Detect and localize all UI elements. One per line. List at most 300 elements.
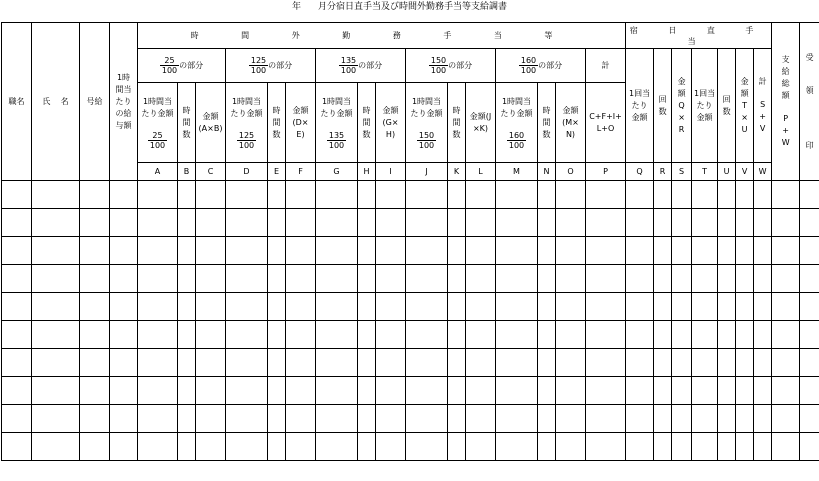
table-cell[interactable] <box>672 237 692 265</box>
table-cell[interactable] <box>2 349 32 377</box>
table-cell[interactable] <box>196 349 226 377</box>
table-cell[interactable] <box>556 321 586 349</box>
table-cell[interactable] <box>672 349 692 377</box>
table-cell[interactable] <box>178 209 196 237</box>
table-cell[interactable] <box>736 181 754 209</box>
table-cell[interactable] <box>466 321 496 349</box>
table-cell[interactable] <box>376 349 406 377</box>
table-cell[interactable] <box>692 405 718 433</box>
table-cell[interactable] <box>626 265 654 293</box>
table-cell[interactable] <box>286 321 316 349</box>
table-cell[interactable] <box>736 433 754 461</box>
table-cell[interactable] <box>586 237 626 265</box>
table-cell[interactable] <box>406 321 448 349</box>
document-title <box>0 0 819 20</box>
table-cell[interactable] <box>772 237 800 265</box>
table-cell[interactable] <box>196 209 226 237</box>
table-cell[interactable] <box>654 209 672 237</box>
table-cell[interactable] <box>556 349 586 377</box>
table-cell[interactable] <box>80 377 110 405</box>
column-letter: W <box>754 163 772 181</box>
table-cell[interactable] <box>316 377 358 405</box>
table-cell[interactable] <box>586 377 626 405</box>
table-cell[interactable] <box>736 405 754 433</box>
table-cell[interactable] <box>316 181 358 209</box>
table-cell[interactable] <box>448 265 466 293</box>
table-cell[interactable] <box>672 265 692 293</box>
table-cell[interactable] <box>286 181 316 209</box>
table-cell[interactable] <box>772 377 800 405</box>
table-cell[interactable] <box>268 321 286 349</box>
table-cell[interactable] <box>538 377 556 405</box>
table-cell[interactable] <box>736 209 754 237</box>
table-cell[interactable] <box>32 237 80 265</box>
table-cell[interactable] <box>196 293 226 321</box>
table-cell[interactable] <box>2 265 32 293</box>
table-cell[interactable] <box>2 433 32 461</box>
table-cell[interactable] <box>800 433 819 461</box>
table-cell[interactable] <box>80 433 110 461</box>
table-cell[interactable] <box>586 433 626 461</box>
table-cell[interactable] <box>226 209 268 237</box>
table-cell[interactable] <box>800 321 819 349</box>
table-cell[interactable] <box>226 433 268 461</box>
rate-group-150: $\frac{150}{100}$ の部分 <box>406 49 496 83</box>
table-cell[interactable] <box>626 209 654 237</box>
table-cell[interactable] <box>286 293 316 321</box>
table-cell[interactable] <box>286 349 316 377</box>
table-cell[interactable] <box>376 405 406 433</box>
table-cell[interactable] <box>672 181 692 209</box>
table-cell[interactable] <box>718 181 736 209</box>
table-cell[interactable] <box>772 349 800 377</box>
table-cell[interactable] <box>110 265 138 293</box>
table-cell[interactable] <box>2 209 32 237</box>
table-cell[interactable] <box>110 209 138 237</box>
table-cell[interactable] <box>672 209 692 237</box>
column-letter: D <box>226 163 268 181</box>
table-cell[interactable] <box>406 405 448 433</box>
table-cell[interactable] <box>2 405 32 433</box>
table-cell[interactable] <box>556 377 586 405</box>
table-cell[interactable] <box>800 405 819 433</box>
table-cell[interactable] <box>466 265 496 293</box>
table-cell[interactable] <box>138 349 178 377</box>
table-cell[interactable] <box>138 237 178 265</box>
table-cell[interactable] <box>196 265 226 293</box>
table-cell[interactable] <box>32 405 80 433</box>
table-cell[interactable] <box>80 265 110 293</box>
table-cell[interactable] <box>138 293 178 321</box>
table-cell[interactable] <box>226 237 268 265</box>
table-cell[interactable] <box>316 293 358 321</box>
table-cell[interactable] <box>80 405 110 433</box>
table-cell[interactable] <box>358 265 376 293</box>
table-cell[interactable] <box>268 237 286 265</box>
table-cell[interactable] <box>672 433 692 461</box>
table-cell[interactable] <box>110 237 138 265</box>
table-cell[interactable] <box>718 237 736 265</box>
table-cell[interactable] <box>654 405 672 433</box>
table-cell[interactable] <box>654 181 672 209</box>
table-cell[interactable] <box>754 349 772 377</box>
table-cell[interactable] <box>32 377 80 405</box>
table-cell[interactable] <box>178 405 196 433</box>
table-cell[interactable] <box>376 237 406 265</box>
table-cell[interactable] <box>496 349 538 377</box>
table-cell[interactable] <box>800 237 819 265</box>
table-cell[interactable] <box>654 349 672 377</box>
table-cell[interactable] <box>358 349 376 377</box>
table-cell[interactable] <box>226 181 268 209</box>
table-cell[interactable] <box>32 433 80 461</box>
table-cell[interactable] <box>672 321 692 349</box>
table-cell[interactable] <box>538 349 556 377</box>
table-cell[interactable] <box>376 377 406 405</box>
table-cell[interactable] <box>448 181 466 209</box>
table-cell[interactable] <box>772 405 800 433</box>
table-cell[interactable] <box>268 405 286 433</box>
table-cell[interactable] <box>268 265 286 293</box>
table-cell[interactable] <box>80 293 110 321</box>
table-cell[interactable] <box>316 349 358 377</box>
table-cell[interactable] <box>286 265 316 293</box>
table-cell[interactable] <box>754 181 772 209</box>
table-cell[interactable] <box>772 293 800 321</box>
table-cell[interactable] <box>800 293 819 321</box>
table-cell[interactable] <box>692 433 718 461</box>
table-cell[interactable] <box>772 321 800 349</box>
table-cell[interactable] <box>138 265 178 293</box>
table-cell[interactable] <box>268 377 286 405</box>
table-cell[interactable] <box>376 265 406 293</box>
table-cell[interactable] <box>138 405 178 433</box>
table-cell[interactable] <box>138 181 178 209</box>
table-cell[interactable] <box>226 349 268 377</box>
table-cell[interactable] <box>32 293 80 321</box>
table-cell[interactable] <box>754 237 772 265</box>
table-cell[interactable] <box>654 321 672 349</box>
table-cell[interactable] <box>376 209 406 237</box>
table-cell[interactable] <box>316 433 358 461</box>
table-cell[interactable] <box>406 265 448 293</box>
table-cell[interactable] <box>800 265 819 293</box>
table-cell[interactable] <box>692 349 718 377</box>
table-cell[interactable] <box>538 321 556 349</box>
table-cell[interactable] <box>110 405 138 433</box>
table-cell[interactable] <box>226 321 268 349</box>
table-cell[interactable] <box>800 181 819 209</box>
table-cell[interactable] <box>32 265 80 293</box>
table-cell[interactable] <box>586 405 626 433</box>
table-cell[interactable] <box>626 237 654 265</box>
table-cell[interactable] <box>316 209 358 237</box>
table-cell[interactable] <box>692 293 718 321</box>
table-cell[interactable] <box>626 293 654 321</box>
table-cell[interactable] <box>110 433 138 461</box>
table-cell[interactable] <box>556 209 586 237</box>
table-cell[interactable] <box>538 237 556 265</box>
table-cell[interactable] <box>138 321 178 349</box>
table-cell[interactable] <box>448 209 466 237</box>
table-cell[interactable] <box>496 209 538 237</box>
table-cell[interactable] <box>178 377 196 405</box>
table-cell[interactable] <box>754 321 772 349</box>
table-cell[interactable] <box>538 433 556 461</box>
table-cell[interactable] <box>496 433 538 461</box>
table-cell[interactable] <box>196 321 226 349</box>
table-row <box>2 321 819 349</box>
table-cell[interactable] <box>316 265 358 293</box>
table-cell[interactable] <box>32 181 80 209</box>
table-cell[interactable] <box>406 209 448 237</box>
table-cell[interactable] <box>466 377 496 405</box>
table-cell[interactable] <box>754 405 772 433</box>
table-cell[interactable] <box>178 237 196 265</box>
table-cell[interactable] <box>196 181 226 209</box>
table-cell[interactable] <box>466 405 496 433</box>
table-cell[interactable] <box>654 265 672 293</box>
duty-unit-header: 1回当たり金額 <box>626 49 654 163</box>
column-letter: N <box>538 163 556 181</box>
table-cell[interactable] <box>358 237 376 265</box>
table-cell[interactable] <box>718 209 736 237</box>
table-cell[interactable] <box>654 293 672 321</box>
table-cell[interactable] <box>586 349 626 377</box>
table-cell[interactable] <box>466 181 496 209</box>
table-cell[interactable] <box>268 209 286 237</box>
table-cell[interactable] <box>772 181 800 209</box>
table-cell[interactable] <box>736 349 754 377</box>
table-cell[interactable] <box>586 265 626 293</box>
table-cell[interactable] <box>138 433 178 461</box>
table-cell[interactable] <box>538 209 556 237</box>
table-cell[interactable] <box>626 181 654 209</box>
table-cell[interactable] <box>268 181 286 209</box>
table-cell[interactable] <box>2 181 32 209</box>
table-cell[interactable] <box>466 237 496 265</box>
table-cell[interactable] <box>466 293 496 321</box>
table-cell[interactable] <box>496 321 538 349</box>
table-cell[interactable] <box>268 293 286 321</box>
table-cell[interactable] <box>286 405 316 433</box>
table-cell[interactable] <box>448 293 466 321</box>
table-cell[interactable] <box>32 321 80 349</box>
table-cell[interactable] <box>718 321 736 349</box>
table-cell[interactable] <box>358 181 376 209</box>
table-cell[interactable] <box>358 405 376 433</box>
table-cell[interactable] <box>466 433 496 461</box>
table-cell[interactable] <box>586 293 626 321</box>
table-cell[interactable] <box>32 349 80 377</box>
table-cell[interactable] <box>736 265 754 293</box>
table-cell[interactable] <box>772 265 800 293</box>
table-cell[interactable] <box>718 377 736 405</box>
table-cell[interactable] <box>754 265 772 293</box>
table-cell[interactable] <box>800 349 819 377</box>
table-cell[interactable] <box>110 377 138 405</box>
table-cell[interactable] <box>268 349 286 377</box>
table-cell[interactable] <box>692 181 718 209</box>
table-cell[interactable] <box>718 405 736 433</box>
table-cell[interactable] <box>226 265 268 293</box>
table-cell[interactable] <box>654 433 672 461</box>
table-cell[interactable] <box>718 265 736 293</box>
table-cell[interactable] <box>406 293 448 321</box>
table-cell[interactable] <box>466 349 496 377</box>
table-cell[interactable] <box>178 349 196 377</box>
table-cell[interactable] <box>80 181 110 209</box>
table-cell[interactable] <box>286 237 316 265</box>
table-cell[interactable] <box>2 293 32 321</box>
table-cell[interactable] <box>692 377 718 405</box>
table-cell[interactable] <box>448 377 466 405</box>
table-cell[interactable] <box>772 209 800 237</box>
table-cell[interactable] <box>196 405 226 433</box>
table-cell[interactable] <box>654 237 672 265</box>
table-cell[interactable] <box>800 209 819 237</box>
table-cell[interactable] <box>448 405 466 433</box>
table-cell[interactable] <box>496 237 538 265</box>
table-cell[interactable] <box>32 209 80 237</box>
table-cell[interactable] <box>286 209 316 237</box>
table-cell[interactable] <box>586 181 626 209</box>
table-cell[interactable] <box>178 293 196 321</box>
table-cell[interactable] <box>672 377 692 405</box>
table-cell[interactable] <box>358 209 376 237</box>
table-cell[interactable] <box>448 237 466 265</box>
table-cell[interactable] <box>448 321 466 349</box>
table-cell[interactable] <box>718 349 736 377</box>
table-cell[interactable] <box>538 181 556 209</box>
table-cell[interactable] <box>496 405 538 433</box>
table-cell[interactable] <box>556 433 586 461</box>
table-cell[interactable] <box>718 293 736 321</box>
table-cell[interactable] <box>268 433 286 461</box>
table-cell[interactable] <box>178 181 196 209</box>
table-cell[interactable] <box>196 377 226 405</box>
table-cell[interactable] <box>654 377 672 405</box>
table-cell[interactable] <box>2 237 32 265</box>
table-cell[interactable] <box>718 433 736 461</box>
table-cell[interactable] <box>316 321 358 349</box>
table-cell[interactable] <box>626 405 654 433</box>
table-cell[interactable] <box>80 237 110 265</box>
table-cell[interactable] <box>316 405 358 433</box>
table-cell[interactable] <box>556 405 586 433</box>
table-cell[interactable] <box>110 181 138 209</box>
table-cell[interactable] <box>406 433 448 461</box>
table-cell[interactable] <box>626 433 654 461</box>
table-cell[interactable] <box>138 377 178 405</box>
table-cell[interactable] <box>376 181 406 209</box>
table-cell[interactable] <box>178 265 196 293</box>
table-cell[interactable] <box>358 293 376 321</box>
table-cell[interactable] <box>538 293 556 321</box>
table-cell[interactable] <box>754 377 772 405</box>
table-cell[interactable] <box>448 433 466 461</box>
table-cell[interactable] <box>626 377 654 405</box>
table-cell[interactable] <box>496 377 538 405</box>
table-cell[interactable] <box>406 181 448 209</box>
hours-135: 時間数 <box>358 83 376 163</box>
table-cell[interactable] <box>80 321 110 349</box>
table-cell[interactable] <box>692 209 718 237</box>
table-cell[interactable] <box>286 377 316 405</box>
table-cell[interactable] <box>316 237 358 265</box>
table-cell[interactable] <box>736 321 754 349</box>
table-cell[interactable] <box>626 349 654 377</box>
table-cell[interactable] <box>406 377 448 405</box>
table-cell[interactable] <box>692 265 718 293</box>
table-cell[interactable] <box>406 349 448 377</box>
table-cell[interactable] <box>110 321 138 349</box>
table-cell[interactable] <box>586 321 626 349</box>
table-cell[interactable] <box>538 265 556 293</box>
table-cell[interactable] <box>80 209 110 237</box>
table-cell[interactable] <box>736 237 754 265</box>
table-cell[interactable] <box>226 293 268 321</box>
table-cell[interactable] <box>800 377 819 405</box>
table-cell[interactable] <box>496 293 538 321</box>
table-cell[interactable] <box>226 405 268 433</box>
table-cell[interactable] <box>556 181 586 209</box>
column-letter: U <box>718 163 736 181</box>
table-cell[interactable] <box>358 321 376 349</box>
table-cell[interactable] <box>556 237 586 265</box>
table-cell[interactable] <box>772 433 800 461</box>
table-cell[interactable] <box>692 321 718 349</box>
table-cell[interactable] <box>754 293 772 321</box>
table-cell[interactable] <box>110 349 138 377</box>
table-cell[interactable] <box>376 321 406 349</box>
table-cell[interactable] <box>196 433 226 461</box>
table-cell[interactable] <box>496 265 538 293</box>
table-cell[interactable] <box>80 349 110 377</box>
table-cell[interactable] <box>358 433 376 461</box>
table-cell[interactable] <box>110 293 138 321</box>
table-cell[interactable] <box>2 321 32 349</box>
table-cell[interactable] <box>196 237 226 265</box>
table-cell[interactable] <box>692 237 718 265</box>
table-cell[interactable] <box>672 293 692 321</box>
table-cell[interactable] <box>466 209 496 237</box>
table-cell[interactable] <box>754 433 772 461</box>
table-cell[interactable] <box>376 293 406 321</box>
table-row <box>2 377 819 405</box>
table-cell[interactable] <box>358 377 376 405</box>
table-cell[interactable] <box>138 209 178 237</box>
table-cell[interactable] <box>754 209 772 237</box>
table-cell[interactable] <box>556 265 586 293</box>
table-cell[interactable] <box>178 433 196 461</box>
table-cell[interactable] <box>556 293 586 321</box>
table-cell[interactable] <box>226 377 268 405</box>
table-cell[interactable] <box>448 349 466 377</box>
table-cell[interactable] <box>376 433 406 461</box>
table-cell[interactable] <box>2 377 32 405</box>
table-cell[interactable] <box>736 293 754 321</box>
table-cell[interactable] <box>736 377 754 405</box>
table-cell[interactable] <box>178 321 196 349</box>
table-cell[interactable] <box>496 181 538 209</box>
table-cell[interactable] <box>406 237 448 265</box>
table-cell[interactable] <box>586 209 626 237</box>
table-cell[interactable] <box>538 405 556 433</box>
table-cell[interactable] <box>672 405 692 433</box>
table-cell[interactable] <box>626 321 654 349</box>
table-cell[interactable] <box>286 433 316 461</box>
